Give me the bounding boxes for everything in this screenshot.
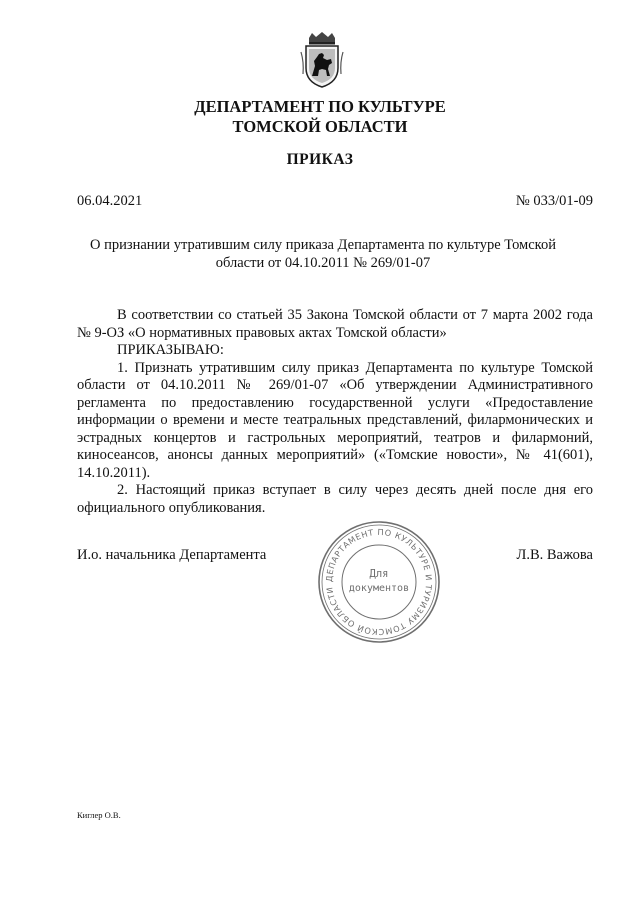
body-item-2: 2. Настоящий приказ вступает в силу через десять дней после дня его официального опубликования. bbox=[77, 482, 593, 516]
signatory-name: Л.В. Важова bbox=[516, 547, 593, 563]
body-item-1: 1. Признать утратившим силу приказ Департамента по культуре Томской области от 04.10.2011 № 269/01-07 «Об утверждении Административного регламента по предоставлению государственной услуги «Предоставление информации о времени и месте театральных представлений, филармонических и эстрадных концертов и гастрольных мероприятий, театров и филармоний, киносеансов, анонсы данных мероприятий» («Томские новости», № 41(601), 14.10.2011). bbox=[77, 359, 593, 481]
document-type-title: ПРИКАЗ bbox=[286, 151, 354, 168]
executor-name: Киглер О.В. bbox=[77, 810, 121, 820]
organization-name-line2: ТОМСКОЙ ОБЛАСТИ bbox=[232, 117, 408, 136]
document-number: № 033/01-09 bbox=[515, 193, 593, 209]
document-subject-line2: области от 04.10.2011 № 269/01-07 bbox=[215, 255, 431, 271]
document-body bbox=[77, 307, 593, 517]
coat-of-arms-emblem bbox=[300, 32, 344, 88]
coat-of-arms-icon bbox=[300, 32, 344, 88]
body-preamble: В соответствии со статьей 35 Закона Томской области от 7 марта 2002 года № 9-ОЗ «О нормативных правовых актах Томской области» bbox=[77, 307, 593, 341]
stamp-ring-text: ДЕПАРТАМЕНТ ПО КУЛЬТУРЕ И ТУРИЗМУ ТОМСКОЙ ОБЛАСТИ bbox=[323, 526, 435, 638]
stamp-center-line2: документов bbox=[348, 583, 410, 594]
document-subject bbox=[80, 236, 566, 272]
body-order-word: ПРИКАЗЫВАЮ: bbox=[117, 342, 224, 358]
organization-name-line1: ДЕПАРТАМЕНТ ПО КУЛЬТУРЕ bbox=[194, 97, 446, 116]
official-stamp bbox=[317, 520, 441, 644]
stamp-seal-icon bbox=[317, 520, 441, 644]
document-date: 06.04.2021 bbox=[77, 193, 143, 209]
stamp-center-line1: Для bbox=[369, 568, 389, 580]
document-subject-line1: О признании утратившим силу приказа Департамента по культуре Томской bbox=[90, 237, 556, 253]
organization-name bbox=[0, 97, 640, 137]
svg-text:ДЕПАРТАМЕНТ ПО КУЛЬТУРЕ И ТУРИ bbox=[324, 527, 434, 637]
signatory-position: И.о. начальника Департамента bbox=[77, 547, 267, 563]
